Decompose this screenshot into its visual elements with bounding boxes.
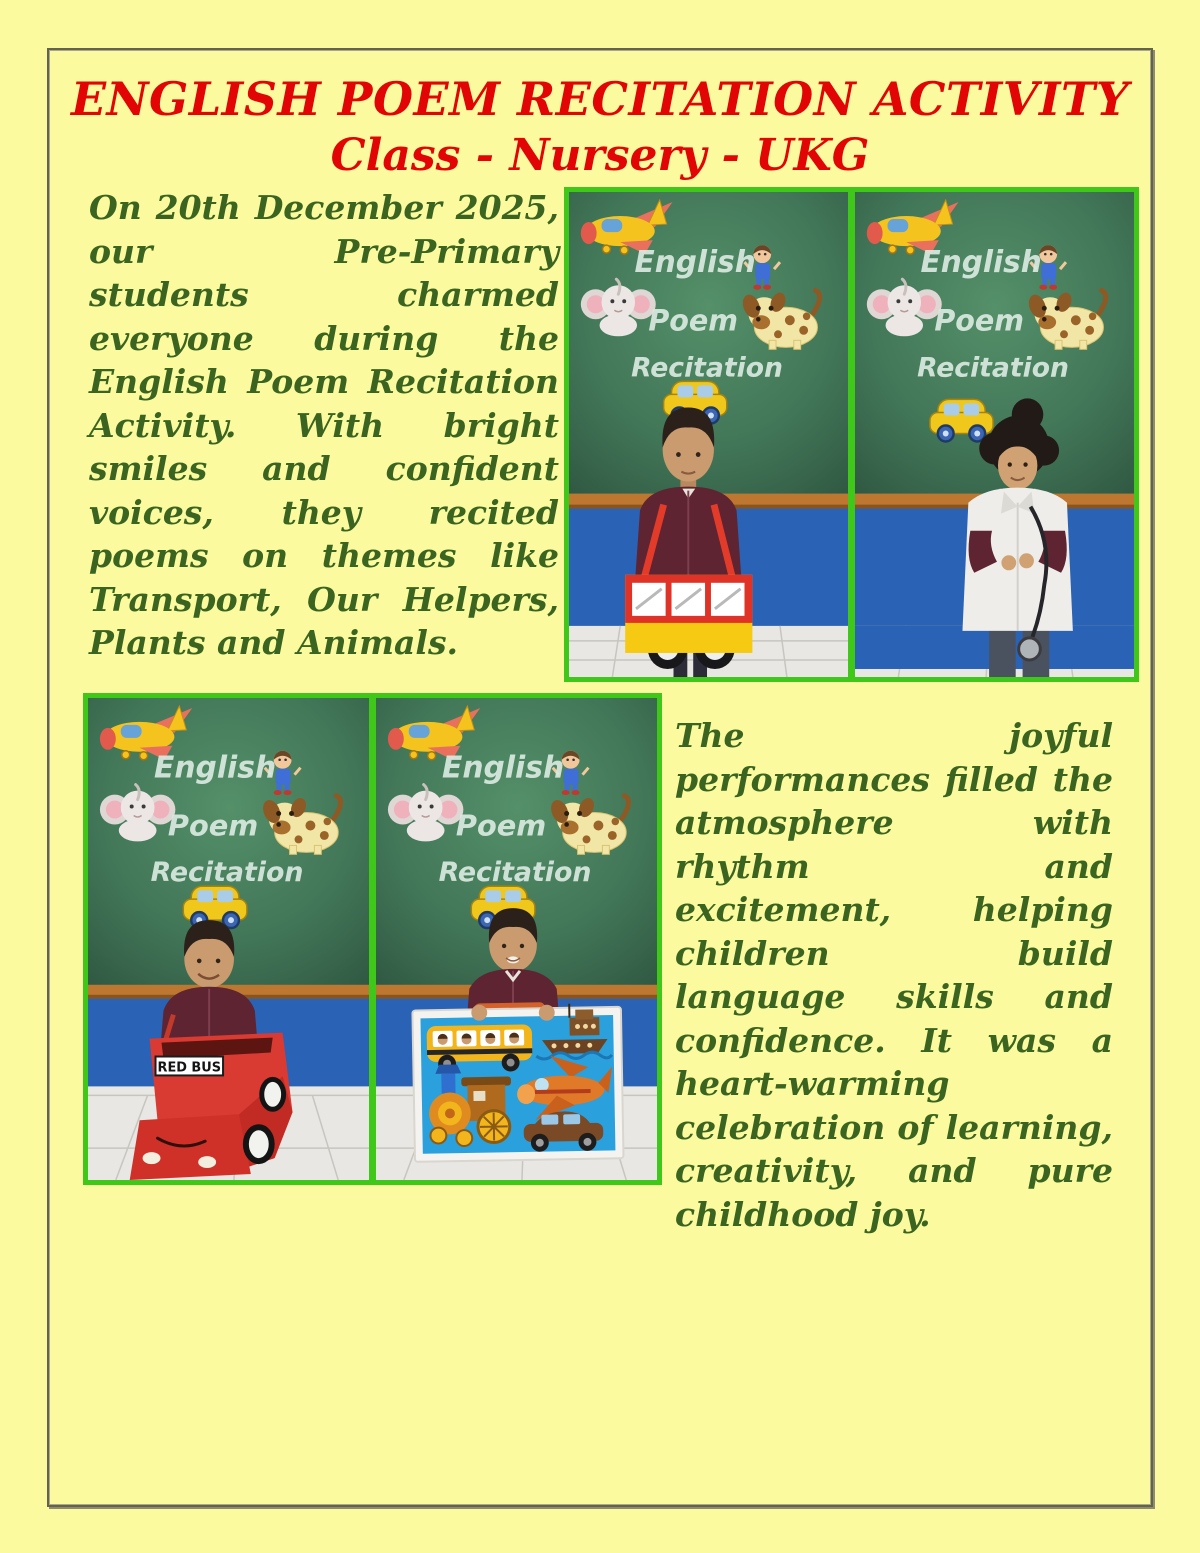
page-title: ENGLISH POEM RECITATION ACTIVITY	[70, 72, 1130, 126]
chalk-text-english: English	[153, 750, 277, 786]
page-subtitle: Class - Nursery - UKG	[330, 130, 870, 181]
photo-red-car-costume	[88, 698, 369, 1180]
photo-transport-poster	[376, 698, 657, 1180]
chalk-text-recitation: Recitation	[438, 857, 592, 889]
content-frame	[47, 48, 1153, 1507]
photo-grid-bottom	[83, 693, 662, 1185]
transport-poster-prop	[412, 1001, 623, 1162]
photo-doctor-costume	[855, 192, 1134, 677]
chalk-text-poem: Poem	[167, 808, 259, 843]
chalk-text-poem: Poem	[455, 808, 547, 843]
red-bus-sign: RED BUS	[157, 1060, 222, 1076]
chalk-text-recitation: Recitation	[917, 352, 1069, 384]
chalk-text-recitation: Recitation	[631, 352, 783, 384]
chalk-text-english: English	[920, 244, 1042, 281]
closing-paragraph: The joyful performances filled the atmosphere with rhythm and excitement, helping children build language skills and confidence. It was a heart-warming celebration of learning, creativity, and pure childhood joy.	[675, 716, 1113, 1234]
chalk-text-poem: Poem	[934, 303, 1025, 338]
chalk-text-recitation: Recitation	[150, 857, 304, 889]
chalk-text-english: English	[441, 750, 565, 786]
chalk-text-english: English	[634, 244, 756, 281]
intro-paragraph: On 20th December 2025, our Pre-Primary students charmed everyone during the English Poem Recitation Activity. With bright smiles and confident voices, they recited poems on themes like Transport, Our Helpers, Plants and Animals.	[89, 188, 559, 662]
photo-grid-top	[564, 187, 1139, 682]
photo-bus-costume	[569, 192, 848, 677]
chalk-text-poem: Poem	[648, 303, 739, 338]
